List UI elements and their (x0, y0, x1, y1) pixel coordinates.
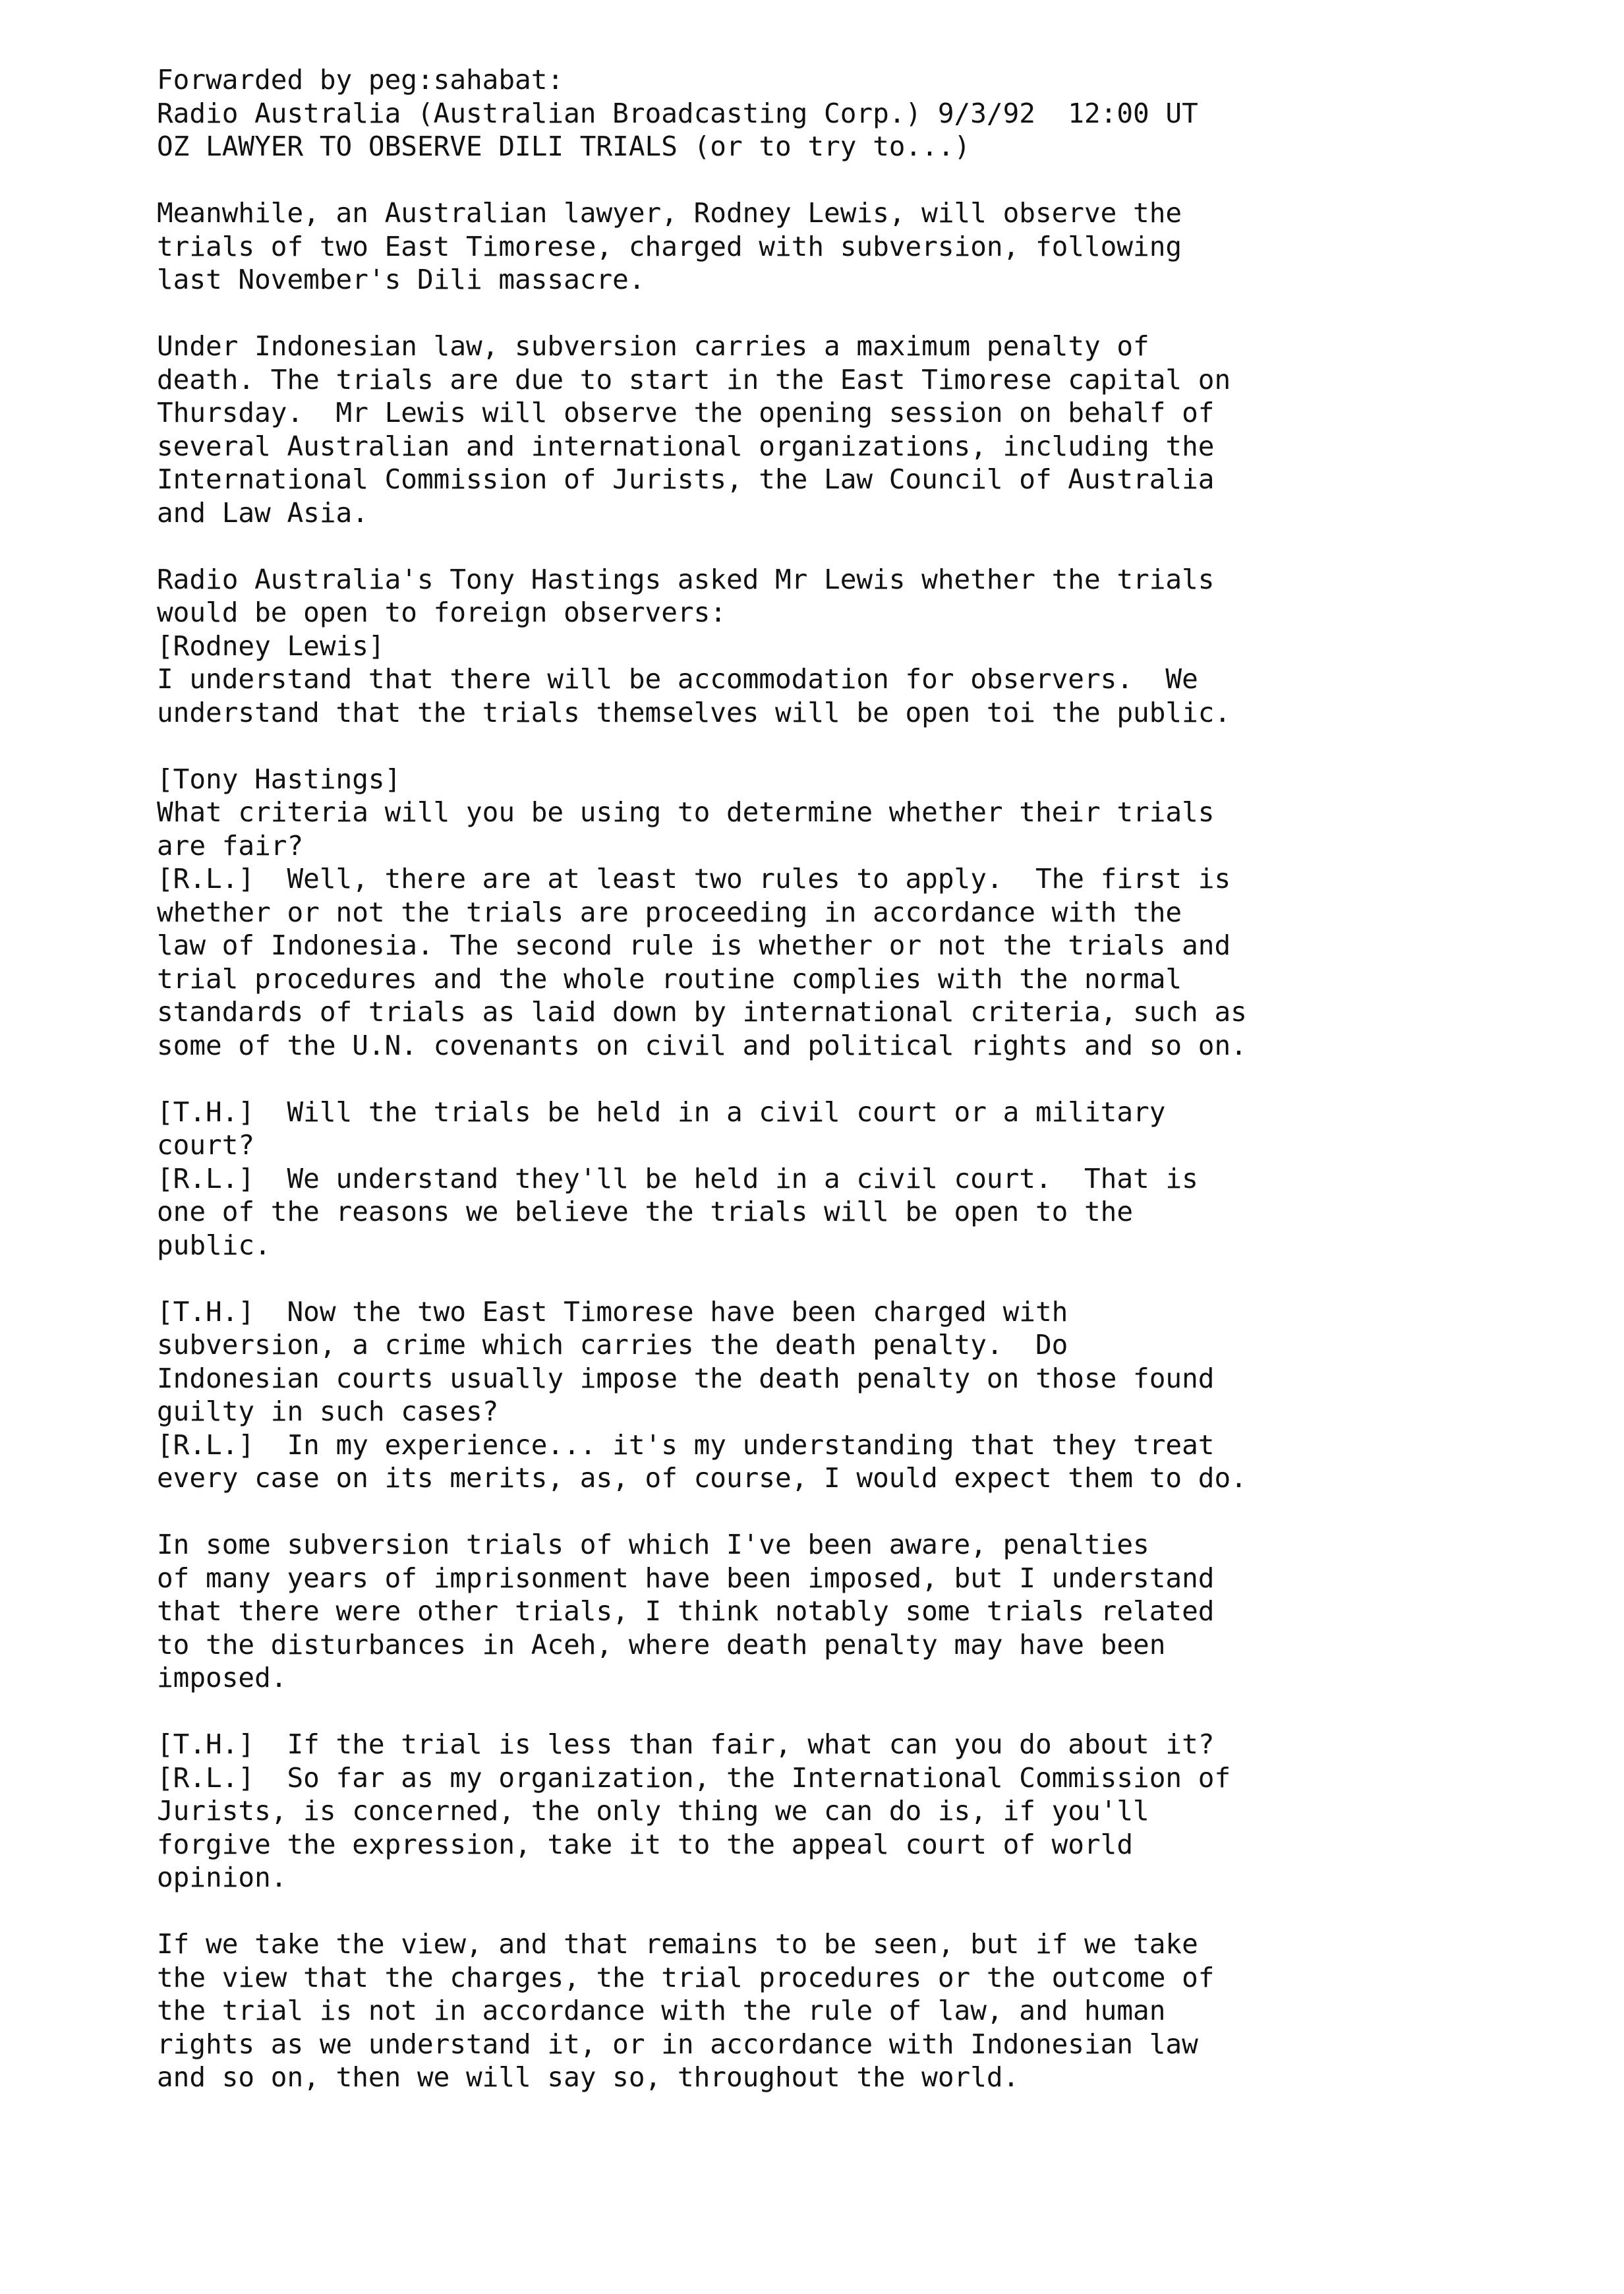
text-line: several Australian and international organizations, including the (157, 430, 1215, 462)
text-line: [T.H.] If the trial is less than fair, what can you do about it? (157, 1728, 1215, 1760)
document-header (157, 63, 1528, 163)
text-line: opinion. (157, 1862, 287, 1893)
text-line: [R.L.] We understand they'll be held in a civil court. That is (157, 1162, 1198, 1194)
paragraph-gap (157, 163, 1528, 197)
document-body (157, 63, 1528, 2094)
paragraph-gap (157, 729, 1528, 763)
text-line: the view that the charges, the trial procedures or the outcome of (157, 1961, 1215, 1993)
paragraph (157, 196, 1528, 297)
paragraph-gap (157, 529, 1528, 563)
text-line: death. The trials are due to start in the East Timorese capital on (157, 363, 1231, 396)
paragraph (157, 1096, 1528, 1262)
paragraph (157, 563, 1528, 730)
text-line: [T.H.] Now the two East Timorese have been charged with (157, 1295, 1068, 1328)
text-line: In some subversion trials of which I've been aware, penalties (157, 1529, 1149, 1560)
text-line: understand that the trials themselves will be open toi the public. (157, 696, 1231, 728)
text-line: last November's Dili massacre. (157, 264, 645, 295)
paragraph-gap (157, 1895, 1528, 1928)
text-line: court? (157, 1129, 255, 1161)
paragraph-gap (157, 1695, 1528, 1728)
speaker-label: [Rodney Lewis] (157, 630, 385, 662)
text-line: some of the U.N. covenants on civil and political rights and so on. (157, 1029, 1247, 1061)
text-line: If we take the view, and that remains to be seen, but if we take (157, 1928, 1198, 1960)
paragraph (157, 1927, 1528, 2094)
text-line: to the disturbances in Aceh, where death penalty may have been (157, 1628, 1166, 1661)
paragraph-gap (157, 297, 1528, 330)
text-line: Thursday. Mr Lewis will observe the opening session on behalf of (157, 397, 1215, 428)
text-line: standards of trials as laid down by international criteria, such as (157, 996, 1247, 1028)
text-line: one of the reasons we believe the trials will be open to the (157, 1196, 1134, 1227)
speaker-label: [Tony Hastings] (157, 763, 401, 795)
text-line: public. (157, 1229, 271, 1261)
text-line: [R.L.] So far as my organization, the International Commission of (157, 1761, 1231, 1794)
header-line: Forwarded by peg:sahabat: (157, 64, 564, 96)
text-line: and Law Asia. (157, 496, 368, 529)
paragraph (157, 763, 1528, 1063)
text-line: and so on, then we will say so, throughout the world. (157, 2061, 1020, 2093)
text-line: every case on its merits, as, of course, I would expect them to do. (157, 1462, 1247, 1494)
text-line: Radio Australia's Tony Hastings asked Mr Lewis whether the trials (157, 563, 1215, 595)
text-line: the trial is not in accordance with the rule of law, and human (157, 1995, 1166, 2026)
text-line: would be open to foreign observers: (157, 597, 726, 628)
paragraph-gap (157, 1495, 1528, 1529)
text-line: are fair? (157, 829, 304, 862)
text-line: Meanwhile, an Australian lawyer, Rodney Lewis, will observe the (157, 197, 1182, 229)
paragraph-gap (157, 1262, 1528, 1295)
header-line: OZ LAWYER TO OBSERVE DILI TRIALS (or to try to...) (157, 131, 971, 162)
text-line: law of Indonesia. The second rule is whether or not the trials and (157, 929, 1231, 961)
text-line: [R.L.] Well, there are at least two rules to apply. The first is (157, 863, 1231, 895)
paragraph (157, 1728, 1528, 1895)
text-line: Under Indonesian law, subversion carries a maximum penalty of (157, 330, 1149, 362)
text-line: What criteria will you be using to determine whether their trials (157, 796, 1215, 828)
text-line: [R.L.] In my experience... it's my understanding that they treat (157, 1428, 1215, 1461)
text-line: forgive the expression, take it to the appeal court of world (157, 1828, 1134, 1860)
text-line: Jurists, is concerned, the only thing we can do is, if you'll (157, 1795, 1149, 1827)
text-line: trial procedures and the whole routine complies with the normal (157, 962, 1182, 995)
text-line: I understand that there will be accommodation for observers. We (157, 663, 1198, 695)
text-line: imposed. (157, 1662, 287, 1693)
paragraph (157, 330, 1528, 529)
header-line: Radio Australia (Australian Broadcasting Corp.) 9/3/92 12:00 UT (157, 97, 1198, 129)
text-line: that there were other trials, I think notably some trials related (157, 1595, 1215, 1627)
text-line: rights as we understand it, or in accordance with Indonesian law (157, 2028, 1198, 2060)
text-line: subversion, a crime which carries the death penalty. Do (157, 1329, 1068, 1361)
paragraph (157, 1528, 1528, 1695)
text-line: trials of two East Timorese, charged with subversion, following (157, 230, 1182, 262)
text-line: guilty in such cases? (157, 1396, 499, 1427)
text-line: Indonesian courts usually impose the death penalty on those found (157, 1362, 1215, 1394)
text-line: of many years of imprisonment have been imposed, but I understand (157, 1562, 1215, 1594)
text-line: whether or not the trials are proceeding in accordance with the (157, 896, 1182, 928)
paragraph (157, 1295, 1528, 1495)
paragraph-gap (157, 1062, 1528, 1096)
text-line: [T.H.] Will the trials be held in a civil court or a military (157, 1096, 1166, 1128)
text-line: International Commission of Jurists, the Law Council of Australia (157, 463, 1215, 495)
